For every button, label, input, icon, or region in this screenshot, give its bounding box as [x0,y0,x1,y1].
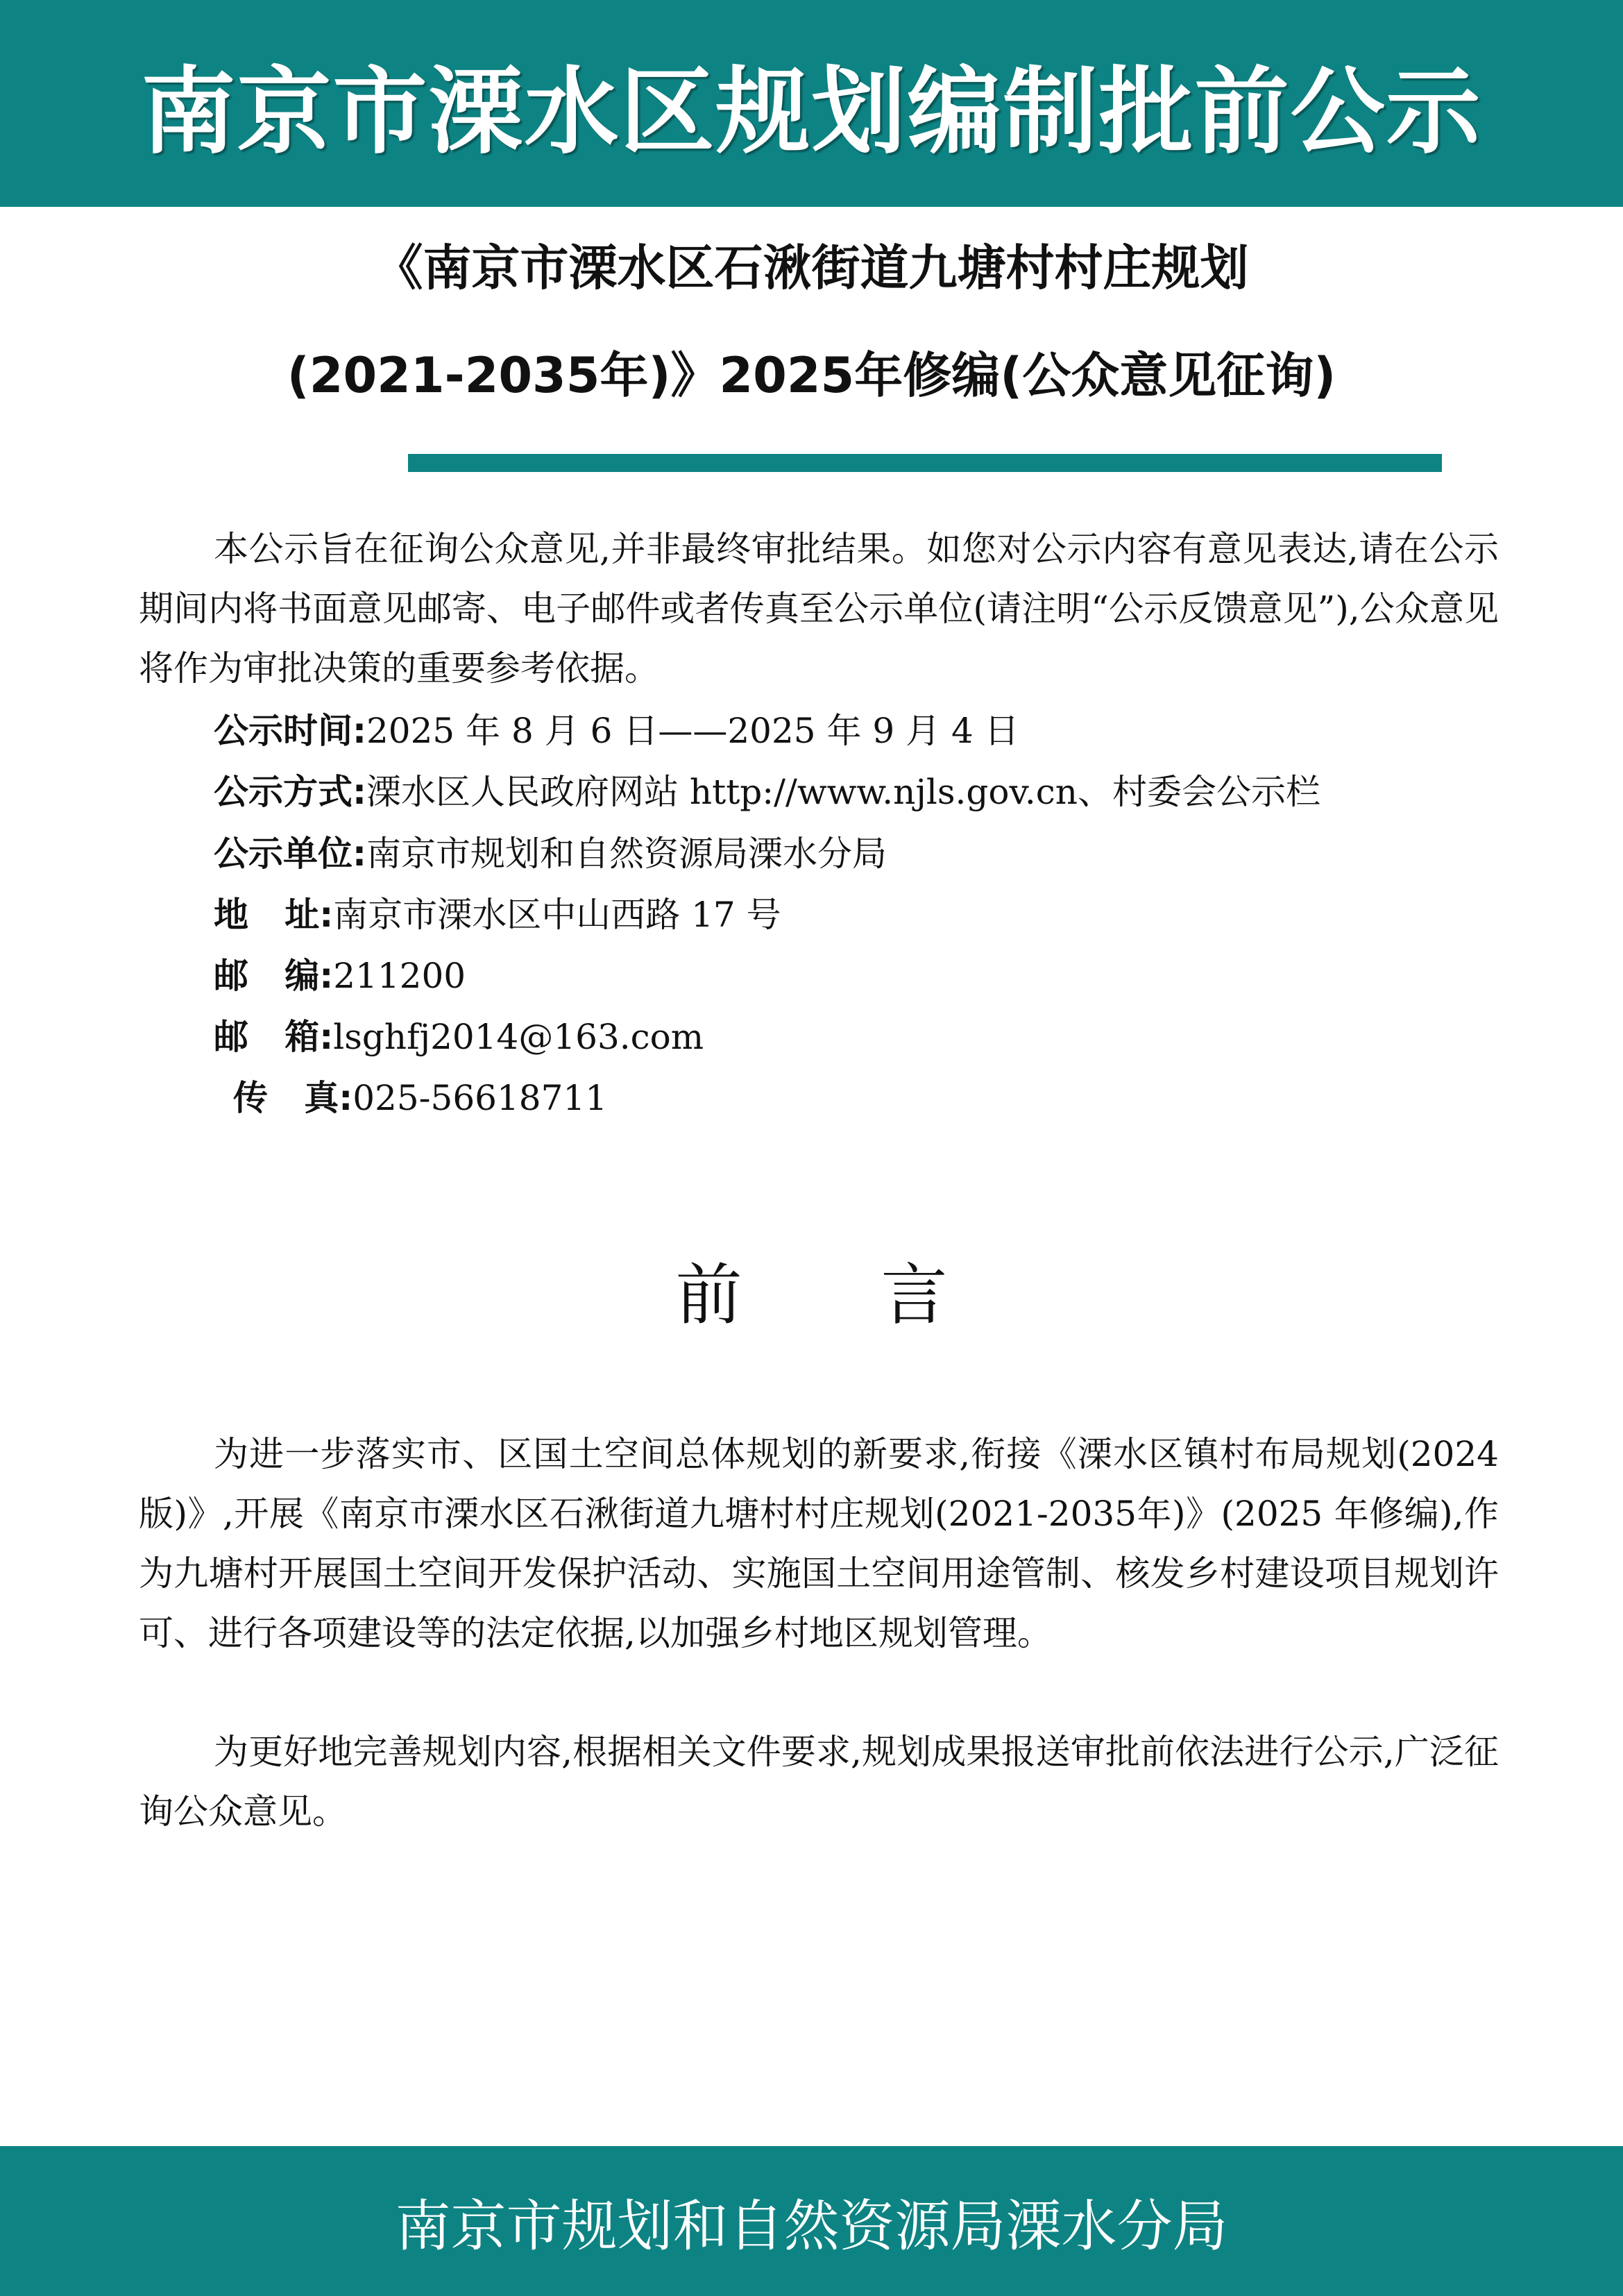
info-label-time: 公示时间: [214,711,366,751]
info-row-email [214,1007,704,1067]
info-row-fax [233,1068,607,1128]
document-title-line2: (2021-2035年)》2025年修编(公众意见征询) [287,347,1336,404]
info-label-fax: 传 真: [233,1078,353,1118]
info-value-time: 2025 年 8 月 6 日——2025 年 9 月 4 日 [366,711,1019,751]
header-title: 南京市溧水区规划编制批前公示 [141,58,1482,167]
info-value-unit: 南京市规划和自然资源局溧水分局 [366,834,887,874]
preface-paragraph-1: 为进一步落实市、区国土空间总体规划的新要求,衔接《溧水区镇村布局规划(2024 版)》,开展《南京市溧水区石湫街道九塘村村庄规划(2021-2035年)》(2025 年修编),作为九塘村开展国土空间开发保护活动、实施国土空间用途管制、核发乡村建设项目规划许可、进行各项建设等的法定依据,以加强乡村地区规划管理。 [139,1434,1499,1653]
info-label-email: 邮 箱: [214,1017,334,1057]
footer-text: 南京市规划和自然资源局溧水分局 [395,2193,1228,2259]
info-value-email: lsghfj2014@163.com [333,1017,704,1057]
info-value-method: 溧水区人民政府网站 http://www.njls.gov.cn、村委会公示栏 [366,772,1320,812]
info-row-postcode [214,946,466,1006]
intro-paragraph: 本公示旨在征询公众意见,并非最终审批结果。如您对公示内容有意见表达,请在公示期间内将书面意见邮寄、电子邮件或者传真至公示单位(请注明“公示反馈意见”),公众意见将作为审批决策的重要参考依据。 [139,529,1499,689]
document-title-line1: 《南京市溧水区石湫街道九塘村村庄规划 [374,239,1249,296]
info-value-address: 南京市溧水区中山西路 17 号 [333,895,781,935]
info-row-method [214,762,1320,822]
title-underline [408,454,1442,472]
info-row-address [214,885,781,945]
info-row-time [214,701,1019,761]
info-value-fax: 025-56618711 [352,1078,608,1118]
info-row-unit [214,824,887,884]
info-label-postcode: 邮 编: [214,956,334,996]
preface-paragraph-2: 为更好地完善规划内容,根据相关文件要求,规划成果报送审批前依法进行公示,广泛征询公众意见。 [139,1732,1499,1832]
preface-heading: 前言 [675,1256,1087,1334]
info-label-method: 公示方式: [214,772,366,812]
info-value-postcode: 211200 [333,956,466,996]
info-label-address: 地 址: [214,895,334,935]
info-label-unit: 公示单位: [214,834,366,874]
header-banner [0,0,1623,207]
footer-banner [0,2146,1623,2296]
